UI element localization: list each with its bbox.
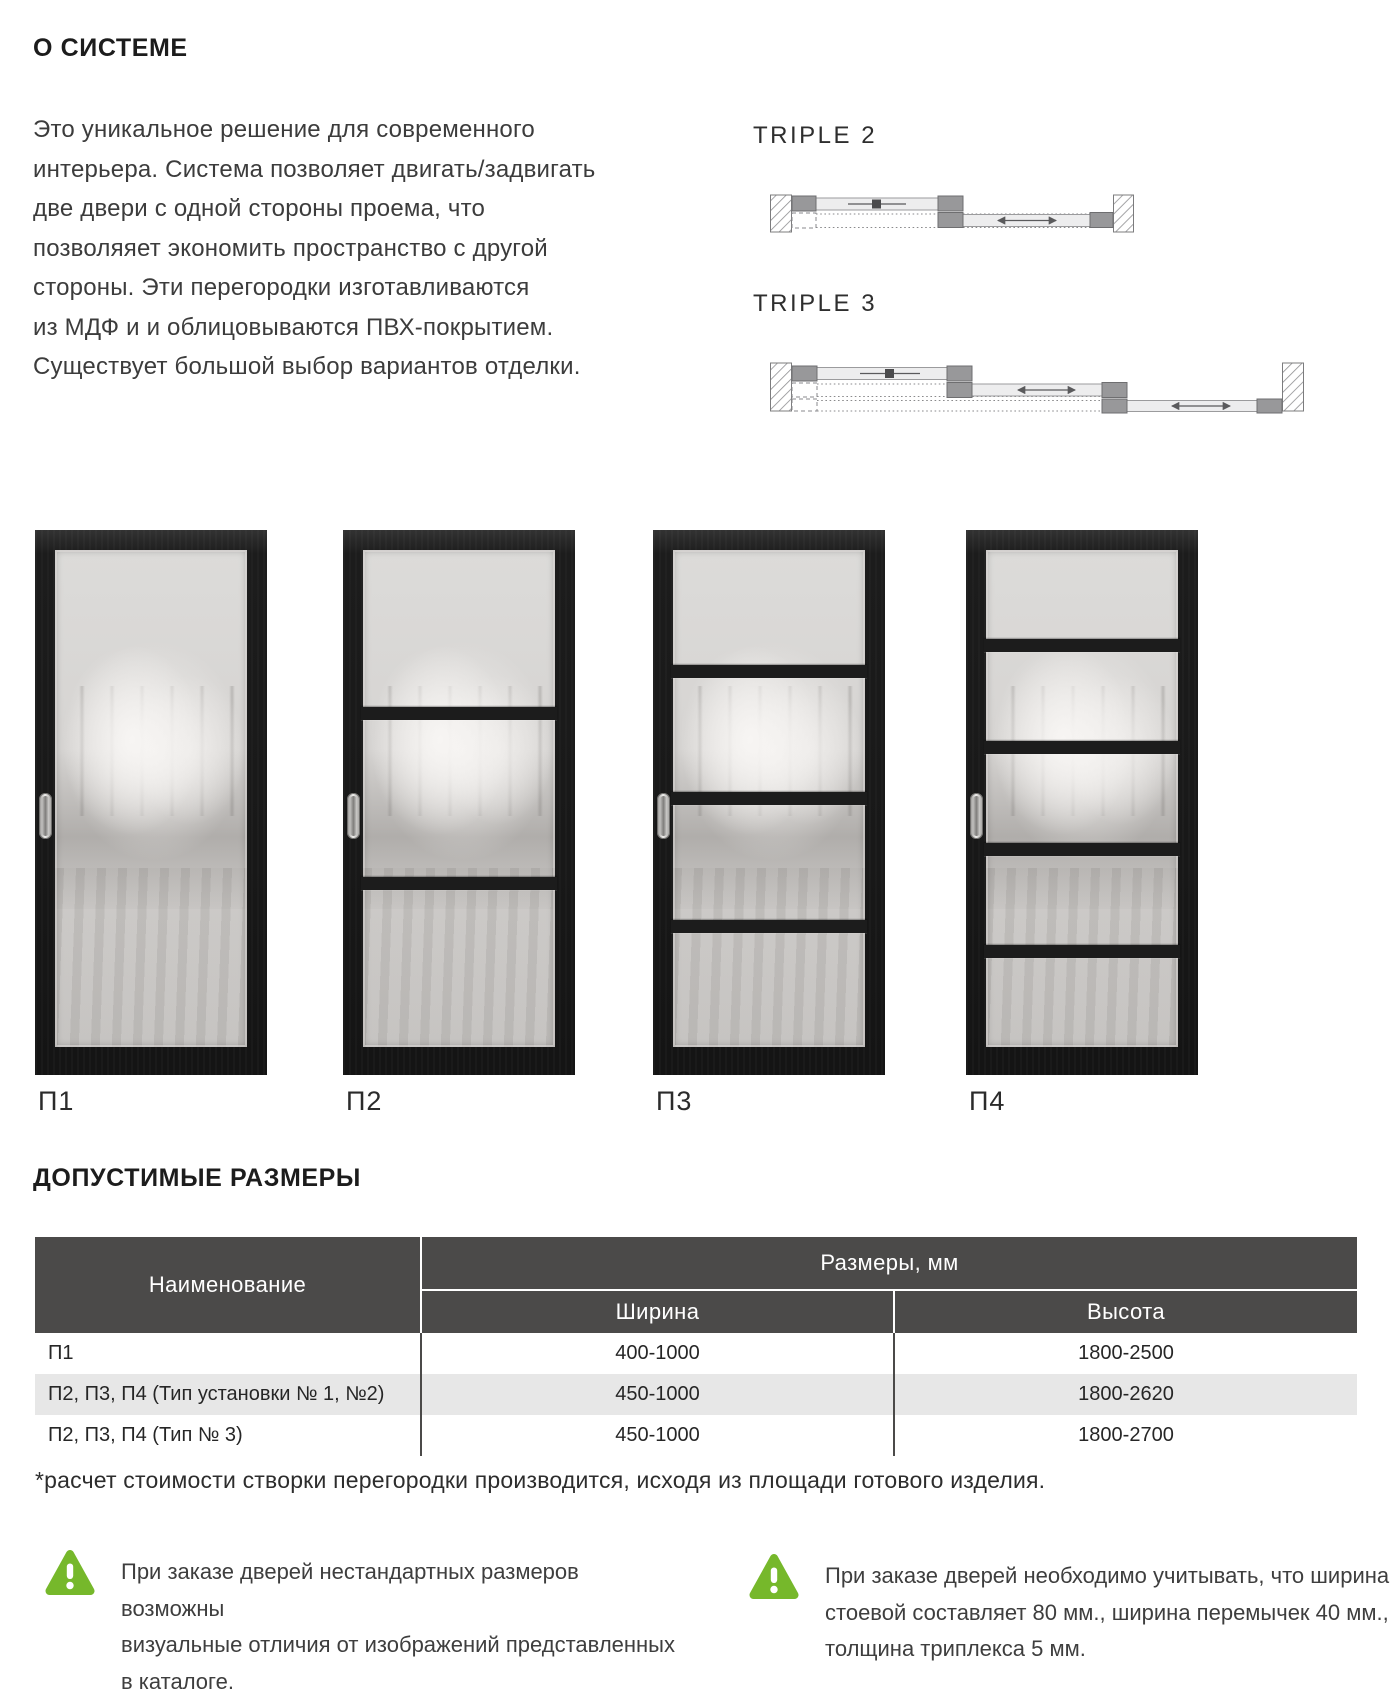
table-row <box>35 1374 1357 1415</box>
door-glass <box>363 550 555 1047</box>
note-line: в каталоге. <box>121 1668 234 1692</box>
row-height: 1800-2620 <box>894 1374 1357 1415</box>
door-image-p3 <box>653 530 885 1116</box>
about-line: Существует большой выбор вариантов отделки. <box>33 353 581 380</box>
row-height: 1800-2500 <box>894 1333 1357 1374</box>
col-header-width: Ширина <box>421 1290 894 1333</box>
note-nonstandard-sizes <box>45 1548 685 1692</box>
door-frame <box>966 530 1198 1075</box>
about-paragraph <box>33 110 596 387</box>
wall-left <box>771 195 792 232</box>
sizes-section-title: ДОПУСТИМЫЕ РАЗМЕРЫ <box>33 1164 362 1192</box>
row-width: 450-1000 <box>421 1374 894 1415</box>
triple3-label: TRIPLE 3 <box>753 290 878 317</box>
door-glass <box>986 550 1178 1047</box>
row-name: П2, П3, П4 (Тип установки № 1, №2) <box>48 1383 385 1405</box>
door-handle-icon <box>347 793 360 839</box>
note-profile-widths <box>749 1552 1393 1668</box>
triple3-scheme-diagram <box>770 360 1305 414</box>
about-line: стороны. Эти перегородки изготавливаются <box>33 274 530 301</box>
row-height: 1800-2700 <box>894 1415 1357 1456</box>
door-label: П4 <box>969 1086 1006 1116</box>
note-line: толщина триплекса 5 мм. <box>825 1636 1086 1661</box>
note-line: При заказе дверей необходимо учитывать, что ширина <box>825 1563 1390 1588</box>
door-frame <box>35 530 267 1075</box>
door-frame <box>343 530 575 1075</box>
page-title: О СИСТЕМЕ <box>33 34 188 62</box>
warning-icon <box>45 1548 95 1598</box>
door-glass <box>55 550 247 1047</box>
door-glass <box>673 550 865 1047</box>
wall-left <box>771 363 792 411</box>
door-label: П1 <box>38 1086 75 1116</box>
col-header-name: Наименование <box>35 1237 421 1333</box>
row-width: 400-1000 <box>421 1333 894 1374</box>
door-label: П2 <box>346 1086 383 1116</box>
door-handle-icon <box>970 793 983 839</box>
row-width: 450-1000 <box>421 1415 894 1456</box>
wall-right <box>1283 363 1304 411</box>
note-line: стоевой составляет 80 мм., ширина перемычек 40 мм., <box>825 1599 1389 1625</box>
door-image-p1 <box>35 530 267 1116</box>
pricing-footnote: *расчет стоимости створки перегородки производится, исходя из площади готового изделия. <box>35 1467 1046 1493</box>
row-name: П1 <box>48 1342 74 1364</box>
about-line: две двери с одной стороны проема, что <box>33 195 486 222</box>
door-frame <box>653 530 885 1075</box>
row-name: П2, П3, П4 (Тип № 3) <box>48 1424 243 1446</box>
about-line: позволяяет экономить пространство с другой <box>33 234 548 262</box>
wall-right <box>1114 195 1134 232</box>
table-row <box>35 1333 1357 1374</box>
door-image-p2 <box>343 530 575 1116</box>
triple2-scheme-diagram <box>770 181 1135 236</box>
about-line: из МДФ и и облицовываются ПВХ-покрытием. <box>33 313 554 341</box>
col-header-sizes: Размеры, мм <box>421 1237 1357 1290</box>
note-text <box>825 1552 1389 1668</box>
triple2-label: TRIPLE 2 <box>753 122 878 149</box>
door-image-p4 <box>966 530 1198 1116</box>
table-row <box>35 1415 1357 1456</box>
door-label: П3 <box>656 1086 693 1116</box>
door-handle-icon <box>39 793 52 839</box>
note-text <box>121 1548 685 1692</box>
note-line: визуальные отличия от изображений представленных <box>121 1632 675 1657</box>
note-line: При заказе дверей нестандартных размеров возможны <box>121 1559 579 1621</box>
col-header-height: Высота <box>894 1290 1357 1333</box>
about-line: Это уникальное решение для современного <box>33 116 535 143</box>
sizes-table <box>35 1237 1357 1456</box>
door-handle-icon <box>657 793 670 839</box>
about-line: интерьера. Система позволяет двигать/задвигать <box>33 155 596 183</box>
warning-icon <box>749 1552 799 1602</box>
